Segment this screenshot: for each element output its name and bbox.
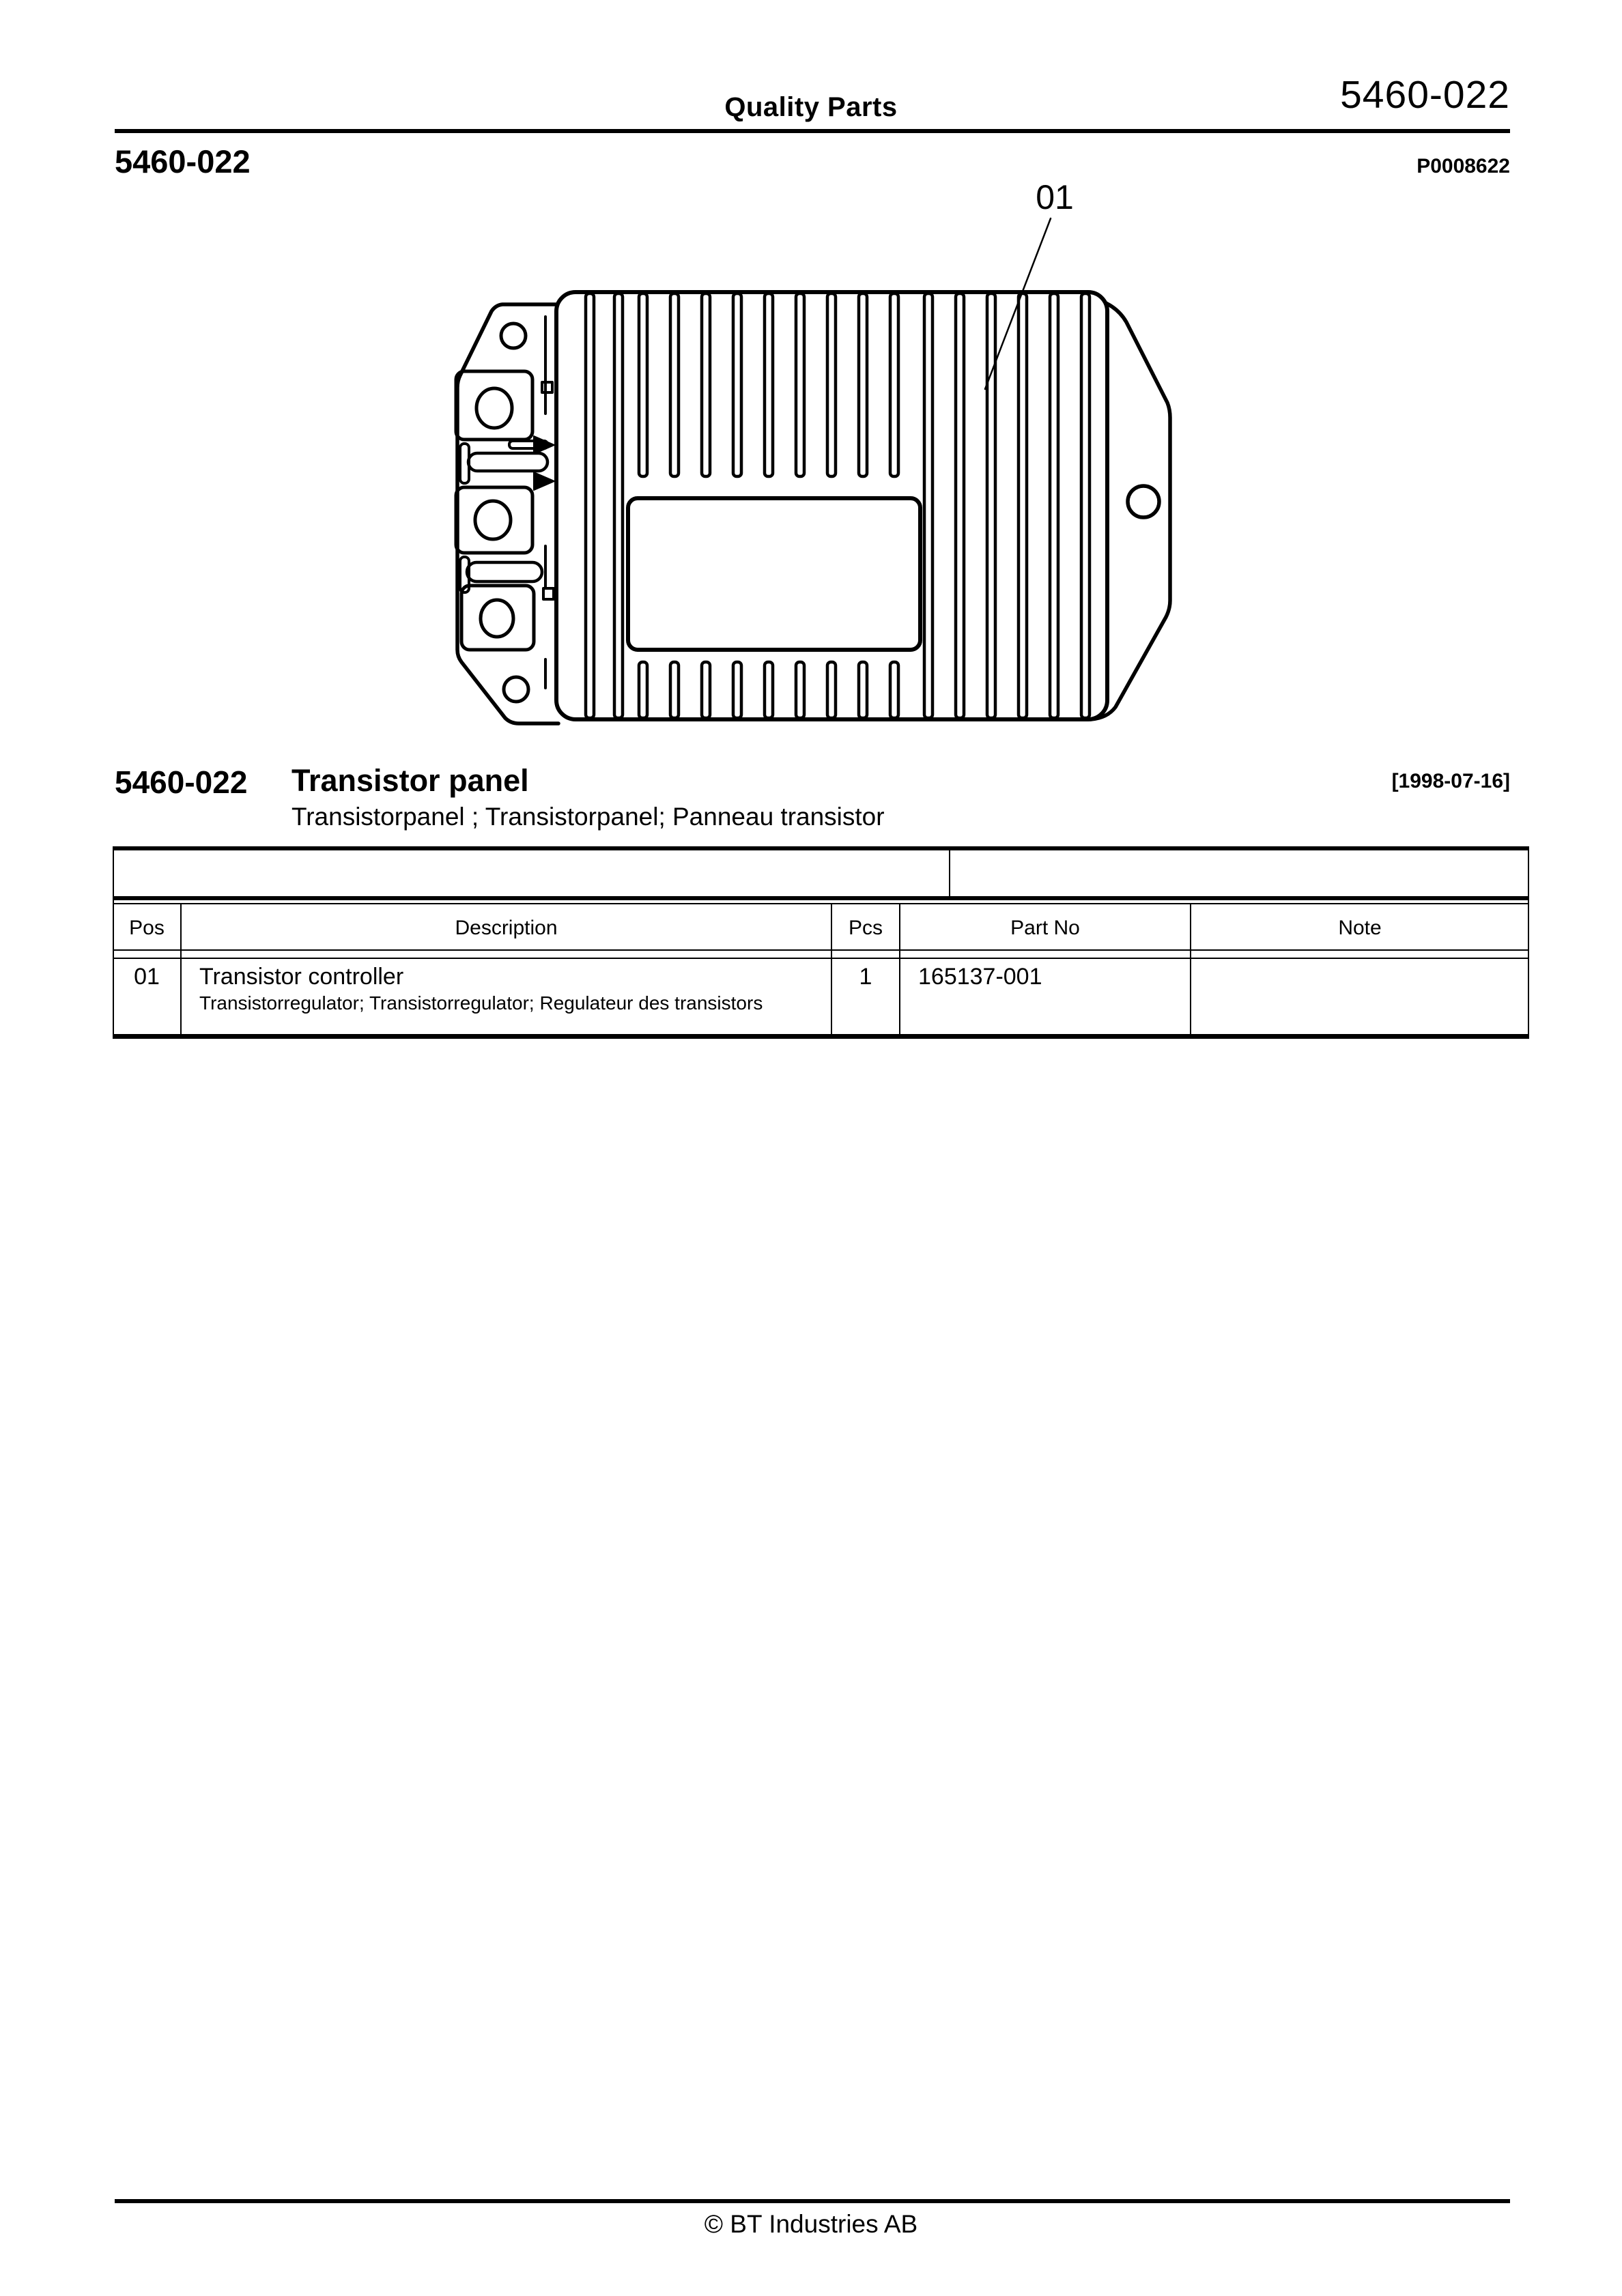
- title-row-rule-thick: [113, 896, 1529, 900]
- footer-copyright: © BT Industries AB: [704, 2210, 918, 2238]
- section-subtitle: Transistorpanel ; Transistorpanel; Panneau transistor: [291, 803, 885, 831]
- transistor-panel-drawing: [410, 164, 1242, 751]
- callout-01-label: 01: [1036, 178, 1074, 216]
- col-header-partno: Part No: [1010, 917, 1080, 939]
- parts-table: [113, 846, 1529, 1041]
- row-description-sub: Transistorregulator; Transistorregulator; Regulateur des transistors: [199, 992, 763, 1014]
- connector-block: [457, 304, 558, 723]
- section-title: Transistor panel: [291, 763, 529, 798]
- section-code: 5460-022: [115, 764, 248, 800]
- col-header-pcs: Pcs: [848, 917, 883, 939]
- col-header-description: Description: [455, 917, 558, 939]
- page-code: 5460-022: [115, 143, 251, 180]
- page-header-title: Quality Parts: [724, 92, 898, 122]
- table-border-left: [113, 846, 114, 1039]
- header-rule: [115, 129, 1510, 133]
- title-row-divider: [949, 850, 950, 896]
- section-date: [1998-07-16]: [1391, 770, 1510, 792]
- transistor-panel-figure: [410, 164, 1242, 751]
- row-part-no: 165137-001: [918, 964, 1042, 990]
- table-border-bottom: [113, 1034, 1529, 1039]
- header-rule-2: [113, 958, 1529, 959]
- row-pcs: 1: [859, 964, 872, 990]
- table-border-top: [113, 846, 1529, 850]
- header-rule-1: [113, 949, 1529, 951]
- table-border-right: [1528, 846, 1529, 1039]
- title-row-rule-thin: [113, 903, 1529, 904]
- header-section-code: 5460-022: [1340, 73, 1510, 117]
- row-description: Transistor controller: [199, 964, 404, 990]
- row-pos: 01: [134, 964, 160, 990]
- col-header-note: Note: [1338, 917, 1382, 939]
- image-reference-code: P0008622: [1417, 155, 1510, 177]
- cover-plate: [628, 498, 920, 650]
- footer-rule: [115, 2199, 1510, 2203]
- col-header-pos: Pos: [129, 917, 165, 939]
